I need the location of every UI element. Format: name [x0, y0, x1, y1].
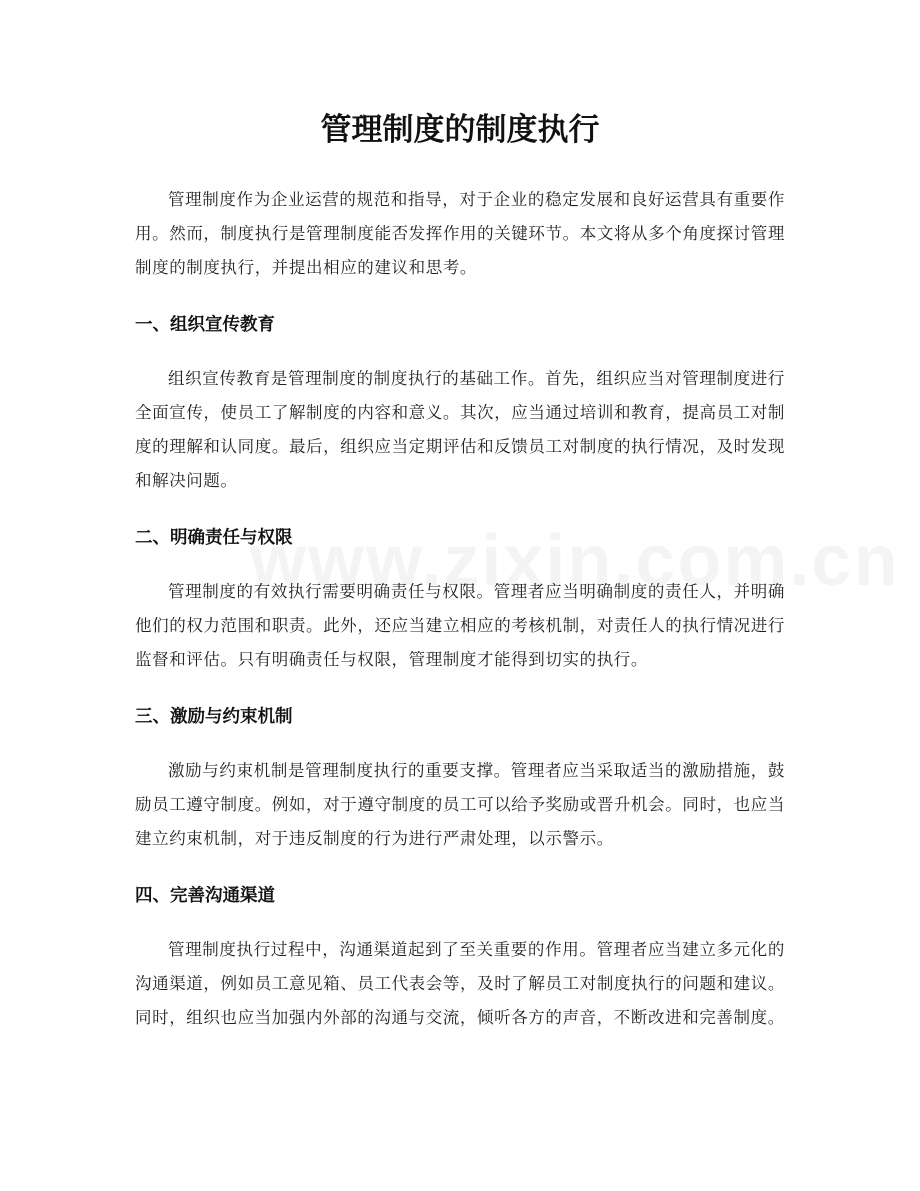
- document-body: [135, 183, 785, 1060]
- intro-paragraph: 管理制度作为企业运营的规范和指导，对于企业的稳定发展和良好运营具有重要作用。然而，制度执行是管理制度能否发挥作用的关键环节。本文将从多个角度探讨管理制度的制度执行，并提出相应的建议和思考。: [135, 190, 785, 277]
- section-heading: 二、明确责任与权限: [135, 528, 293, 548]
- section-paragraph: 组织宣传教育是管理制度的制度执行的基础工作。首先，组织应当对管理制度进行全面宣传，使员工了解制度的内容和意义。其次，应当通过培训和教育，提高员工对制度的理解和认同度。最后，组织应当定期评估和反馈员工对制度的执行情况，及时发现和解决问题。: [135, 369, 785, 490]
- section-paragraph: 管理制度的有效执行需要明确责任与权限。管理者应当明确制度的责任人，并明确他们的权力范围和职责。此外，还应当建立相应的考核机制，对责任人的执行情况进行监督和评估。只有明确责任与权限，管理制度才能得到切实的执行。: [135, 582, 785, 669]
- section-paragraph: 管理制度执行过程中，沟通渠道起到了至关重要的作用。管理者应当建立多元化的沟通渠道，例如员工意见箱、员工代表会等，及时了解员工对制度执行的问题和建议。同时，组织也应当加强内外部的沟通与交流，倾听各方的声音，不断改进和完善制度。: [135, 940, 785, 1027]
- section-3: [135, 702, 785, 856]
- section-4: [135, 881, 785, 1035]
- section-heading: 四、完善沟通渠道: [135, 886, 275, 906]
- section-paragraph: 激励与约束机制是管理制度执行的重要支撑。管理者应当采取适当的激励措施，鼓励员工遵守制度。例如，对于遵守制度的员工可以给予奖励或晋升机会。同时，也应当建立约束机制，对于违反制度的行为进行严肃处理，以示警示。: [135, 761, 785, 848]
- document-title: 管理制度的制度执行: [320, 112, 600, 148]
- section-2: [135, 523, 785, 677]
- section-1: [135, 310, 785, 498]
- section-heading: 一、组织宣传教育: [135, 315, 275, 335]
- section-heading: 三、激励与约束机制: [135, 707, 293, 727]
